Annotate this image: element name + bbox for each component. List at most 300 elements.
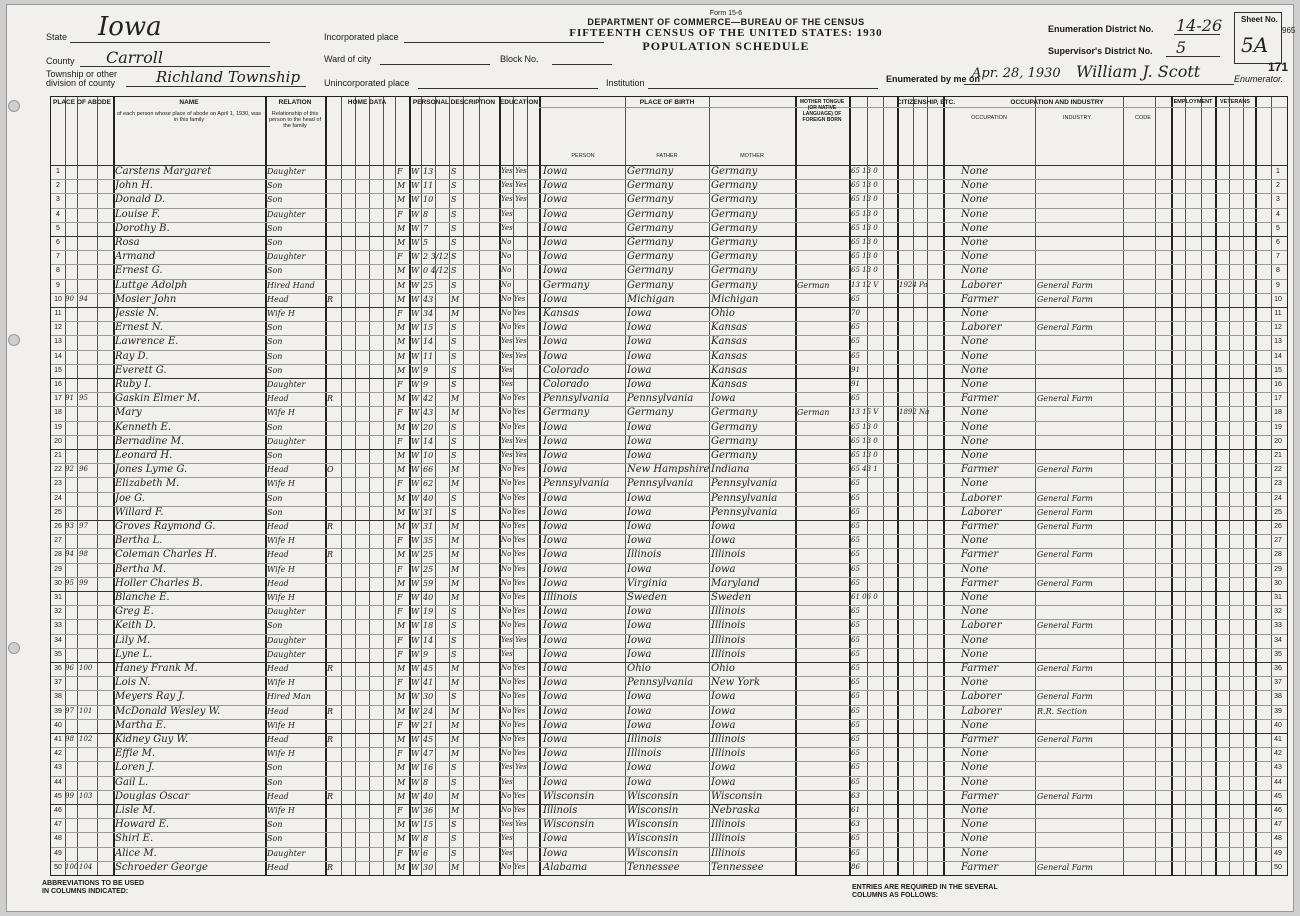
birthplace-mother: Pennsylvania xyxy=(711,478,778,490)
sheet-number-box xyxy=(1234,12,1282,64)
occupation: None xyxy=(961,364,989,376)
row-number-right: 1 xyxy=(1276,168,1280,175)
birth-code: 65 xyxy=(851,649,860,658)
birthplace-father: Iowa xyxy=(627,364,652,376)
birthplace-person: Iowa xyxy=(543,776,568,788)
occupation: Farmer xyxy=(961,521,999,532)
occupation: Farmer xyxy=(961,549,999,561)
col-occupation: OCCUPATION xyxy=(971,115,1007,121)
sex: M xyxy=(397,323,406,333)
birth-code: 65 13 0 xyxy=(851,181,878,190)
birth-code: 65 xyxy=(851,479,860,488)
birth-code: 65 13 0 xyxy=(851,238,878,246)
row-number: 25 xyxy=(54,508,62,516)
birthplace-father: Germany xyxy=(627,194,674,206)
occupation: None xyxy=(961,606,989,618)
birthplace-father: Wisconsin xyxy=(627,833,679,845)
age: 31 xyxy=(423,507,434,517)
school-literacy: Yes xyxy=(501,209,513,218)
row-number-right: 7 xyxy=(1276,253,1280,261)
column-divider xyxy=(325,97,327,875)
marital-status: S xyxy=(451,223,457,233)
race: W xyxy=(411,195,420,205)
sex: F xyxy=(397,408,403,418)
age: 10 xyxy=(423,451,434,460)
sex: M xyxy=(397,223,406,233)
footer xyxy=(6,876,1294,912)
marital-status: S xyxy=(451,252,457,262)
person-name: Dorothy B. xyxy=(115,222,170,234)
row-number-right: 16 xyxy=(1274,381,1282,388)
column-divider xyxy=(341,97,342,875)
sex: M xyxy=(397,507,406,517)
school-literacy: No Yes xyxy=(501,507,526,516)
birth-code: 65 xyxy=(851,493,860,502)
dwelling-number: 92 xyxy=(65,465,74,474)
relationship: Head xyxy=(267,706,289,716)
birthplace-mother: Germany xyxy=(711,222,758,234)
group-occupation: OCCUPATION AND INDUSTRY xyxy=(1010,99,1104,106)
birthplace-person: Kansas xyxy=(543,308,580,319)
race: W xyxy=(411,649,420,659)
person-name: Alice M. xyxy=(115,847,157,859)
school-literacy: No Yes xyxy=(501,493,526,502)
family-number: 100 xyxy=(79,664,93,672)
school-literacy: No Yes xyxy=(501,692,526,701)
marital-status: M xyxy=(451,706,460,716)
row-number: 15 xyxy=(54,366,62,374)
age: 30 xyxy=(423,862,434,872)
relationship: Son xyxy=(267,266,283,276)
marital-status: M xyxy=(451,479,460,489)
birthplace-father: Iowa xyxy=(627,705,652,717)
relationship: Wife H xyxy=(267,749,295,759)
marital-status: S xyxy=(451,834,457,844)
age: 8 xyxy=(423,209,429,219)
birthplace-father: Germany xyxy=(627,180,674,192)
relationship: Son xyxy=(267,195,283,205)
family-number: 97 xyxy=(79,522,88,530)
col-father: FATHER xyxy=(656,153,678,159)
marital-status: S xyxy=(451,820,457,830)
birthplace-mother: Iowa xyxy=(711,691,736,703)
row-number-right: 22 xyxy=(1274,466,1282,474)
column-divider xyxy=(355,97,356,875)
school-literacy: Yes xyxy=(501,223,513,232)
age: 31 xyxy=(423,522,434,531)
race: W xyxy=(411,451,420,460)
marital-status: S xyxy=(451,195,457,205)
birth-code: 65 xyxy=(851,621,860,630)
birthplace-mother: Germany xyxy=(711,265,758,277)
birthplace-father: Germany xyxy=(627,279,674,291)
birth-code: 13 12 V xyxy=(851,280,879,289)
column-divider xyxy=(463,97,464,875)
group-employment: EMPLOYMENT xyxy=(1173,99,1213,105)
occupation: None xyxy=(961,208,989,220)
birthplace-mother: Iowa xyxy=(711,762,736,774)
school-literacy: No Yes xyxy=(501,706,526,715)
marital-status: M xyxy=(451,806,460,815)
relationship: Head xyxy=(267,578,289,588)
group-name: NAME xyxy=(179,99,199,106)
birthplace-person: Iowa xyxy=(543,350,568,362)
row-number: 41 xyxy=(54,736,62,743)
school-literacy: No Yes xyxy=(501,749,526,758)
citizenship: 1924 Pa xyxy=(899,280,928,289)
birth-code: 91 xyxy=(851,380,860,388)
relationship: Son xyxy=(267,365,283,375)
marital-status: S xyxy=(451,763,457,773)
birthplace-person: Iowa xyxy=(543,521,568,532)
column-divider xyxy=(449,97,450,875)
age: 40 xyxy=(423,593,434,602)
occupation: Farmer xyxy=(961,577,999,589)
person-name: Luttge Adolph xyxy=(115,279,188,291)
marital-status: M xyxy=(451,522,460,531)
birth-code: 86 xyxy=(851,862,860,871)
race: W xyxy=(411,436,420,446)
person-name: Carstens Margaret xyxy=(115,166,212,177)
dwelling-number: 90 xyxy=(65,294,74,303)
row-number-right: 4 xyxy=(1276,210,1280,218)
occupation: None xyxy=(961,450,989,461)
race: W xyxy=(411,223,420,233)
row-number: 40 xyxy=(54,721,62,729)
birthplace-person: Iowa xyxy=(543,222,568,234)
birthplace-mother: Kansas xyxy=(711,364,748,376)
occupation: Laborer xyxy=(961,705,1002,717)
birthplace-mother: Illinois xyxy=(711,833,746,845)
column-divider xyxy=(795,97,797,875)
age: 59 xyxy=(423,578,434,588)
age: 43 xyxy=(423,294,434,304)
age: 14 xyxy=(423,635,434,645)
school-literacy: No Yes xyxy=(501,550,526,559)
industry: General Farm xyxy=(1037,862,1093,872)
marital-status: M xyxy=(451,394,460,404)
race: W xyxy=(411,408,420,418)
relationship: Daughter xyxy=(267,848,306,858)
row-number-right: 39 xyxy=(1274,707,1282,715)
column-divider xyxy=(1215,97,1217,875)
row-number-right: 6 xyxy=(1276,239,1280,246)
industry: General Farm xyxy=(1037,493,1093,503)
row-number-right: 31 xyxy=(1274,594,1282,601)
column-divider xyxy=(943,97,945,875)
row-number-right: 38 xyxy=(1274,693,1282,701)
sex: F xyxy=(397,593,403,602)
person-name: Coleman Charles H. xyxy=(115,549,218,561)
sex: M xyxy=(397,465,406,475)
birthplace-father: Pennsylvania xyxy=(627,478,694,490)
birth-code: 65 xyxy=(851,692,860,701)
birthplace-mother: Germany xyxy=(711,407,758,419)
birthplace-mother: Iowa xyxy=(711,393,736,405)
sex: F xyxy=(397,209,403,219)
row-number: 28 xyxy=(54,551,62,559)
row-number-right: 41 xyxy=(1274,736,1282,743)
marital-status: M xyxy=(451,720,460,730)
row-number: 35 xyxy=(54,650,62,658)
column-divider xyxy=(383,97,384,875)
birthplace-mother: Kansas xyxy=(711,350,748,362)
race: W xyxy=(411,309,420,318)
occupation: Farmer xyxy=(961,293,999,305)
home-tenure: R xyxy=(327,294,334,304)
county-label: County xyxy=(46,56,75,66)
sex: F xyxy=(397,635,403,645)
birthplace-mother: Germany xyxy=(711,166,758,177)
age: 25 xyxy=(423,564,434,574)
school-literacy: Yes Yes xyxy=(501,763,527,772)
race: W xyxy=(411,479,420,489)
dwelling-number: 97 xyxy=(65,706,74,715)
birthplace-person: Pennsylvania xyxy=(543,393,610,405)
sex: M xyxy=(397,706,406,716)
row-number-right: 32 xyxy=(1274,608,1282,616)
column-divider xyxy=(1035,97,1036,875)
row-number-right: 36 xyxy=(1274,665,1282,672)
marital-status: M xyxy=(451,309,460,318)
relationship: Wife H xyxy=(267,593,295,602)
birth-code: 13 15 V xyxy=(851,408,879,417)
marital-status: M xyxy=(451,593,460,602)
column-divider xyxy=(625,97,626,875)
row-number: 1 xyxy=(56,168,60,175)
sex: F xyxy=(397,649,403,659)
row-number: 34 xyxy=(54,636,62,644)
occupation: None xyxy=(961,194,989,206)
sex: F xyxy=(397,309,403,318)
birth-code: 65 xyxy=(851,635,860,644)
industry: General Farm xyxy=(1037,735,1093,744)
marital-status: M xyxy=(451,749,460,759)
race: W xyxy=(411,820,420,830)
birthplace-mother: Pennsylvania xyxy=(711,506,778,518)
race: W xyxy=(411,593,420,602)
enum-district-value: 14-26 xyxy=(1176,16,1223,35)
race: W xyxy=(411,791,420,801)
race: W xyxy=(411,465,420,475)
birthplace-father: New Hampshire xyxy=(627,464,710,476)
family-number: 99 xyxy=(79,578,88,587)
punch-hole xyxy=(8,642,20,654)
birth-code: 65 xyxy=(851,522,860,530)
birthplace-person: Iowa xyxy=(543,194,568,206)
row-number-right: 43 xyxy=(1274,764,1282,772)
birth-code: 65 xyxy=(851,720,860,729)
school-literacy: No Yes xyxy=(501,294,526,303)
occupation: None xyxy=(961,222,989,234)
industry: General Farm xyxy=(1037,791,1093,801)
race: W xyxy=(411,621,420,631)
relationship: Daughter xyxy=(267,436,306,446)
row-number-right: 34 xyxy=(1274,636,1282,644)
age: 8 xyxy=(423,777,429,787)
school-literacy: No xyxy=(501,252,512,261)
relationship: Son xyxy=(267,181,283,191)
birthplace-father: Pennsylvania xyxy=(627,393,694,405)
school-literacy: No Yes xyxy=(501,564,526,573)
relationship: Son xyxy=(267,238,283,247)
sex: M xyxy=(397,351,406,361)
birthplace-father: Iowa xyxy=(627,308,652,319)
sex: F xyxy=(397,536,403,546)
row-number: 5 xyxy=(56,224,60,232)
birthplace-father: Iowa xyxy=(627,506,652,518)
row-number-right: 28 xyxy=(1274,551,1282,559)
group-relation: RELATION xyxy=(278,99,312,106)
occupation: Farmer xyxy=(961,861,999,873)
birthplace-person: Iowa xyxy=(543,648,568,660)
age: 21 xyxy=(423,720,434,730)
occupation: None xyxy=(961,719,989,731)
sex: M xyxy=(397,266,406,276)
group-personal: PERSONAL DESCRIPTION xyxy=(412,99,496,106)
relationship: Daughter xyxy=(267,252,306,262)
birthplace-person: Iowa xyxy=(543,577,568,589)
race: W xyxy=(411,266,420,276)
marital-status: S xyxy=(451,323,457,333)
row-number-right: 35 xyxy=(1274,650,1282,658)
birth-code: 65 xyxy=(851,706,860,715)
dwelling-number: 93 xyxy=(65,522,74,530)
birthplace-person: Iowa xyxy=(543,748,568,760)
row-number-right: 40 xyxy=(1274,721,1282,729)
school-literacy: No Yes xyxy=(501,806,526,814)
group-tongue: MOTHER TONGUE (OR NATIVE LANGUAGE) OF FOREIGN BORN xyxy=(799,99,845,123)
sex: M xyxy=(397,493,406,503)
occupation: None xyxy=(961,535,989,547)
sex: F xyxy=(397,564,403,574)
column-divider xyxy=(479,97,480,875)
occupation: Laborer xyxy=(961,620,1002,632)
enumerated-label: Enumerated by me on xyxy=(886,74,981,84)
row-number-right: 42 xyxy=(1274,750,1282,758)
sex: M xyxy=(397,578,406,588)
family-number: 94 xyxy=(79,294,88,303)
birthplace-person: Colorado xyxy=(543,364,590,376)
relationship: Son xyxy=(267,351,283,361)
age: 14 xyxy=(423,337,434,347)
school-literacy: No xyxy=(501,266,512,275)
birthplace-mother: Germany xyxy=(711,237,758,248)
relationship: Son xyxy=(267,493,283,503)
institution-label: Institution xyxy=(606,78,645,88)
marital-status: S xyxy=(451,380,457,389)
age: 25 xyxy=(423,550,434,560)
group-education: EDUCATION xyxy=(499,99,539,106)
age: 14 xyxy=(423,436,434,446)
dwelling-number: 94 xyxy=(65,550,74,559)
age: 0 4/12 xyxy=(423,266,449,276)
row-number: 19 xyxy=(54,423,62,431)
birthplace-person: Iowa xyxy=(543,549,568,561)
birthplace-mother: Kansas xyxy=(711,379,748,390)
birthplace-father: Germany xyxy=(627,237,674,248)
birthplace-mother: Germany xyxy=(711,251,758,263)
age: 11 xyxy=(423,351,434,361)
age: 47 xyxy=(423,749,434,759)
birthplace-mother: Illinois xyxy=(711,620,746,632)
occupation: None xyxy=(961,180,989,192)
occupation: None xyxy=(961,748,989,760)
occupation: None xyxy=(961,336,989,348)
sex: M xyxy=(397,735,406,744)
birthplace-mother: Germany xyxy=(711,208,758,220)
school-literacy: Yes Yes xyxy=(501,635,527,644)
age: 19 xyxy=(423,607,434,617)
race: W xyxy=(411,167,420,176)
birthplace-person: Iowa xyxy=(543,847,568,859)
person-name: Keith D. xyxy=(115,620,156,632)
birthplace-person: Iowa xyxy=(543,762,568,774)
sex: M xyxy=(397,365,406,375)
birth-code: 65 xyxy=(851,848,860,857)
person-name: Effie M. xyxy=(115,748,156,760)
col-name-desc: of each person whose place of abode on April 1, 1930, was in this family xyxy=(117,111,262,124)
race: W xyxy=(411,536,420,546)
row-number: 13 xyxy=(54,338,62,346)
age: 7 xyxy=(423,223,429,233)
person-name: Gaskin Elmer M. xyxy=(115,393,201,405)
school-literacy: No Yes xyxy=(501,323,526,332)
column-divider xyxy=(395,97,396,875)
marital-status: S xyxy=(451,493,457,503)
sex: F xyxy=(397,848,403,858)
enumerator-name: William J. Scott xyxy=(1076,62,1201,81)
marital-status: S xyxy=(451,607,457,617)
relationship: Son xyxy=(267,621,283,631)
race: W xyxy=(411,493,420,503)
col-industry: INDUSTRY xyxy=(1062,115,1091,121)
person-name: Holler Charles B. xyxy=(115,577,203,589)
race: W xyxy=(411,635,420,645)
birthplace-mother: Illinois xyxy=(711,648,746,660)
birthplace-person: Pennsylvania xyxy=(543,478,610,490)
group-citizenship: CITIZENSHIP, ETC. xyxy=(897,99,956,106)
sex: M xyxy=(397,621,406,631)
relationship: Son xyxy=(267,451,283,460)
marital-status: M xyxy=(451,294,460,304)
col-mother: MOTHER xyxy=(740,153,764,159)
birthplace-person: Iowa xyxy=(543,563,568,575)
birthplace-father: Pennsylvania xyxy=(627,677,694,689)
family-number: 95 xyxy=(79,394,88,403)
row-number: 20 xyxy=(54,437,62,445)
person-name: Everett G. xyxy=(115,364,167,376)
occupation: Laborer xyxy=(961,506,1002,518)
age: 9 xyxy=(423,649,429,659)
birthplace-mother: Iowa xyxy=(711,719,736,731)
column-divider xyxy=(1123,97,1124,875)
age: 45 xyxy=(423,735,434,744)
age: 34 xyxy=(423,309,434,318)
home-tenure: R xyxy=(327,550,334,560)
family-number: 103 xyxy=(79,791,93,800)
row-number: 8 xyxy=(56,267,60,275)
sex: M xyxy=(397,862,406,872)
row-number-right: 33 xyxy=(1274,622,1282,630)
county-value: Carroll xyxy=(106,48,163,67)
age: 66 xyxy=(423,465,434,475)
person-name: Jessie N. xyxy=(115,308,159,319)
birthplace-mother: Illinois xyxy=(711,634,746,646)
state-value: Iowa xyxy=(98,12,162,42)
school-literacy: Yes Yes xyxy=(501,820,527,829)
birth-code: 65 xyxy=(851,550,860,559)
